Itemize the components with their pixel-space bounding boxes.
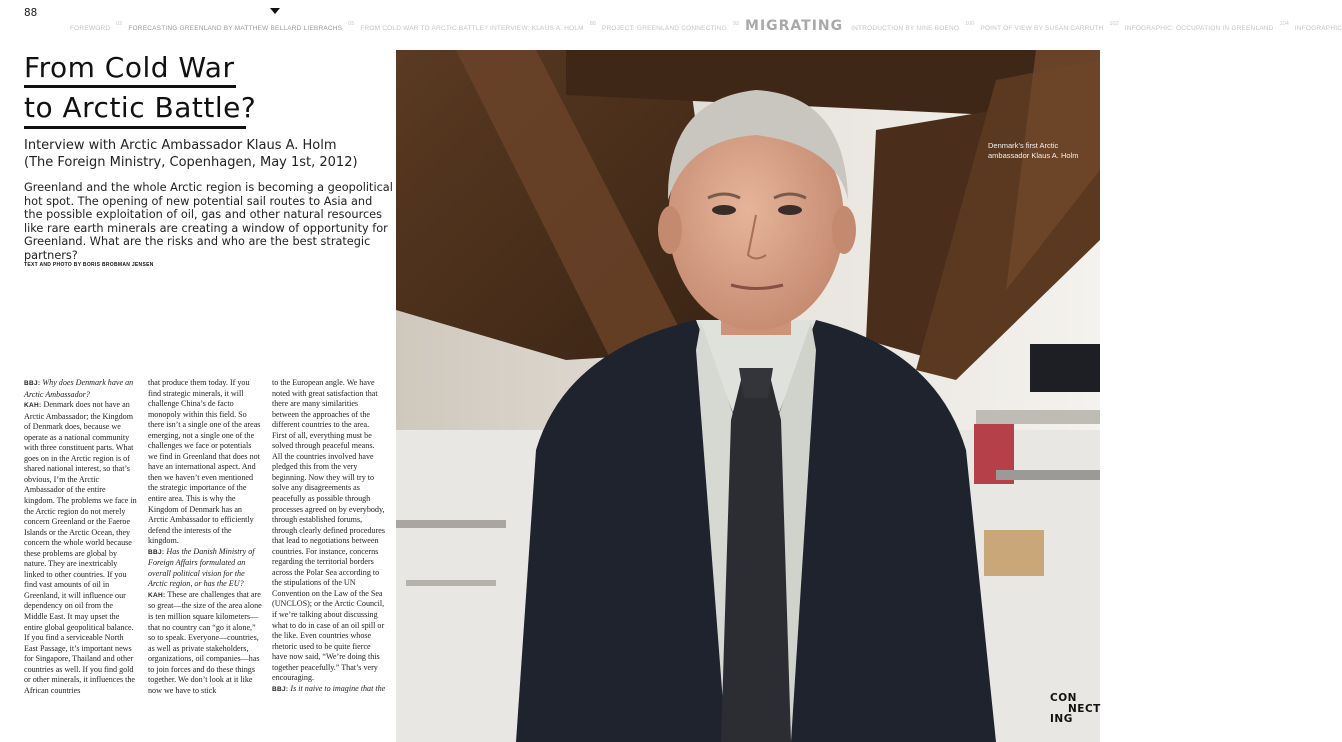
answer-1-continued: that produce them today. If you find strategic minerals, it will challenge China’s de facto monopoly within this field. So there isn’t a single one of the areas emerging, not a single one of the challenges we face or potentials we find in Greenland that does not have an international aspect. And then we haven’t even mentioned the strategic importance of the entire area. This is why the Kingdom of Denmark has an Arctic Ambassador to efficiently defend the interests of the kingdom. — [148, 378, 261, 546]
logo-line-3: ING — [1050, 713, 1073, 725]
caption-line-1: Denmark’s first Arctic — [988, 141, 1059, 150]
section-nav-link[interactable]: INFOGRAPHIC — [1294, 25, 1342, 32]
section-nav-link[interactable]: FROM COLD WAR TO ARCTIC BATTLE? INTERVIEW: KLAUS A. HOLM — [360, 25, 584, 32]
section-nav-page: 92 — [732, 21, 740, 27]
question-2: Has the Danish Ministry of Foreign Affairs formulated an overall political vision for the Arctic region, or has the EU? — [148, 546, 255, 589]
question-1: Why does Denmark have an Arctic Ambassador? — [24, 378, 134, 399]
current-section-marker-icon — [270, 8, 280, 14]
section-nav-page: 104 — [1279, 21, 1289, 27]
interviewer-label: BBJ: — [24, 380, 41, 387]
interviewer-label: BBJ: — [148, 548, 165, 556]
running-section-nav — [70, 18, 1342, 38]
section-nav-link[interactable]: INFOGRAPHIC: OCCUPATION IN GREENLAND — [1124, 25, 1274, 32]
section-nav-page: 88 — [589, 21, 596, 27]
answer-1: Denmark does not have an Arctic Ambassador; the Kingdom of Denmark does, because we operate as a national community with three constituent parts. What goes on in the Arctic region is of shared national interest, so that’s obvious, I’m the Arctic Ambassador of the entire kingdom. The problems we face in the Arctic region do not merely concern Greenland or the Faeroe Islands or the Arctic Ocean, they concern the whole world because these problems are global by nature. They are inextricably linked to other countries. If you find vast amounts of oil in Greenland, it will influence our dependency on oil from the Middle East. It may upset the entire global geopolitical balance. If you find a serviceable North East Passage, it’s important news for Singapore, Thailand and other countries as well. If you find gold or other minerals, it influences the African countries — [24, 400, 137, 695]
interviewee-label: KAH: — [24, 402, 42, 410]
section-nav-link[interactable]: FORECASTING GREENLAND BY MATTHEW BELLARD LIEBRACHS — [128, 25, 343, 32]
section-nav-link[interactable]: FOREWORD — [70, 25, 111, 32]
section-nav-link[interactable]: PROJECT: GREENLAND CONNECTING — [601, 25, 727, 32]
body-column-3 — [272, 378, 386, 722]
logo-line-2: NECT — [1068, 702, 1101, 715]
body-column-1 — [24, 378, 138, 722]
title-line-2: to Arctic Battle? — [24, 91, 257, 124]
subtitle-line-1: Interview with Arctic Ambassador Klaus A. Holm — [24, 138, 337, 153]
body-column-2 — [148, 378, 262, 722]
section-nav-page: 100 — [965, 21, 975, 27]
interviewer-label: BBJ: — [272, 685, 289, 693]
article-lede: Greenland and the whole Arctic region is becoming a geopolitical hot spot. The opening of new potential sail routes to Asia and the possible exploitation of oil, gas and other natural resources like rare earth minerals are creating a window of opportunity for Greenland. What are the risks and who are the best strategic partners? — [24, 181, 393, 262]
active-section-label[interactable]: MIGRATING — [745, 18, 844, 34]
title-line-1: From Cold War — [24, 51, 235, 84]
photo-caption — [988, 141, 1098, 161]
question-3: Is it naive to imagine that the — [290, 683, 386, 693]
answer-2: These are challenges that are so great—the size of the area alone is ten million square kilometers—that no country can “go it alone,” so to speak. Everyone—countries, as well as private stakeholders, organizations, oil companies—has to join forces and do these things together. We don’t look at it like now we have to stick — [148, 589, 262, 695]
title-underline-2 — [24, 126, 246, 129]
answer-2-continued: to the European angle. We have noted with great satisfaction that there are many similarities between the approaches of the different countries to the area. First of all, everything must be solved through peaceful means. All the countries involved have pledged this from the very beginning. Now they will try to solve any disagreements as peacefully as possible through processes agreed on by everybody, through established forums, through clearly defined procedures that lead to negotiations between countries. For instance, concerns regarding the territorial borders across the Polar Sea according to the stipulations of the UN Convention on the Law of the Sea (UNCLOS); or the Arctic Council, if we’re talking about discussing what to do in case of an oil spill or the like. Even countries whose rhetoric used to be quite fierce have now said, “We’re doing this together peacefully.” That’s very encouraging. — [272, 378, 386, 683]
section-nav-link[interactable]: POINT OF VIEW BY SUSAN CARRUTH — [980, 25, 1104, 32]
page-number: 88 — [24, 6, 38, 19]
connecting-logo — [1050, 692, 1101, 725]
section-nav-page: 102 — [1109, 21, 1119, 27]
article-subtitle — [24, 137, 384, 171]
title-underline-1 — [24, 85, 236, 88]
caption-line-2: ambassador Klaus A. Holm — [988, 151, 1079, 160]
interviewee-label: KAH: — [148, 591, 166, 599]
section-nav-page: 02 — [116, 21, 123, 27]
section-nav-page: 05 — [348, 21, 355, 27]
logo-line-1: CON — [1050, 692, 1077, 704]
article-title — [24, 48, 256, 128]
subtitle-line-2: (The Foreign Ministry, Copenhagen, May 1st, 2012) — [24, 155, 358, 170]
section-nav-link[interactable]: INTRODUCTION BY NINE BOENO — [851, 25, 960, 32]
byline-credit: TEXT AND PHOTO BY BORIS BROBMAN JENSEN — [24, 262, 154, 268]
